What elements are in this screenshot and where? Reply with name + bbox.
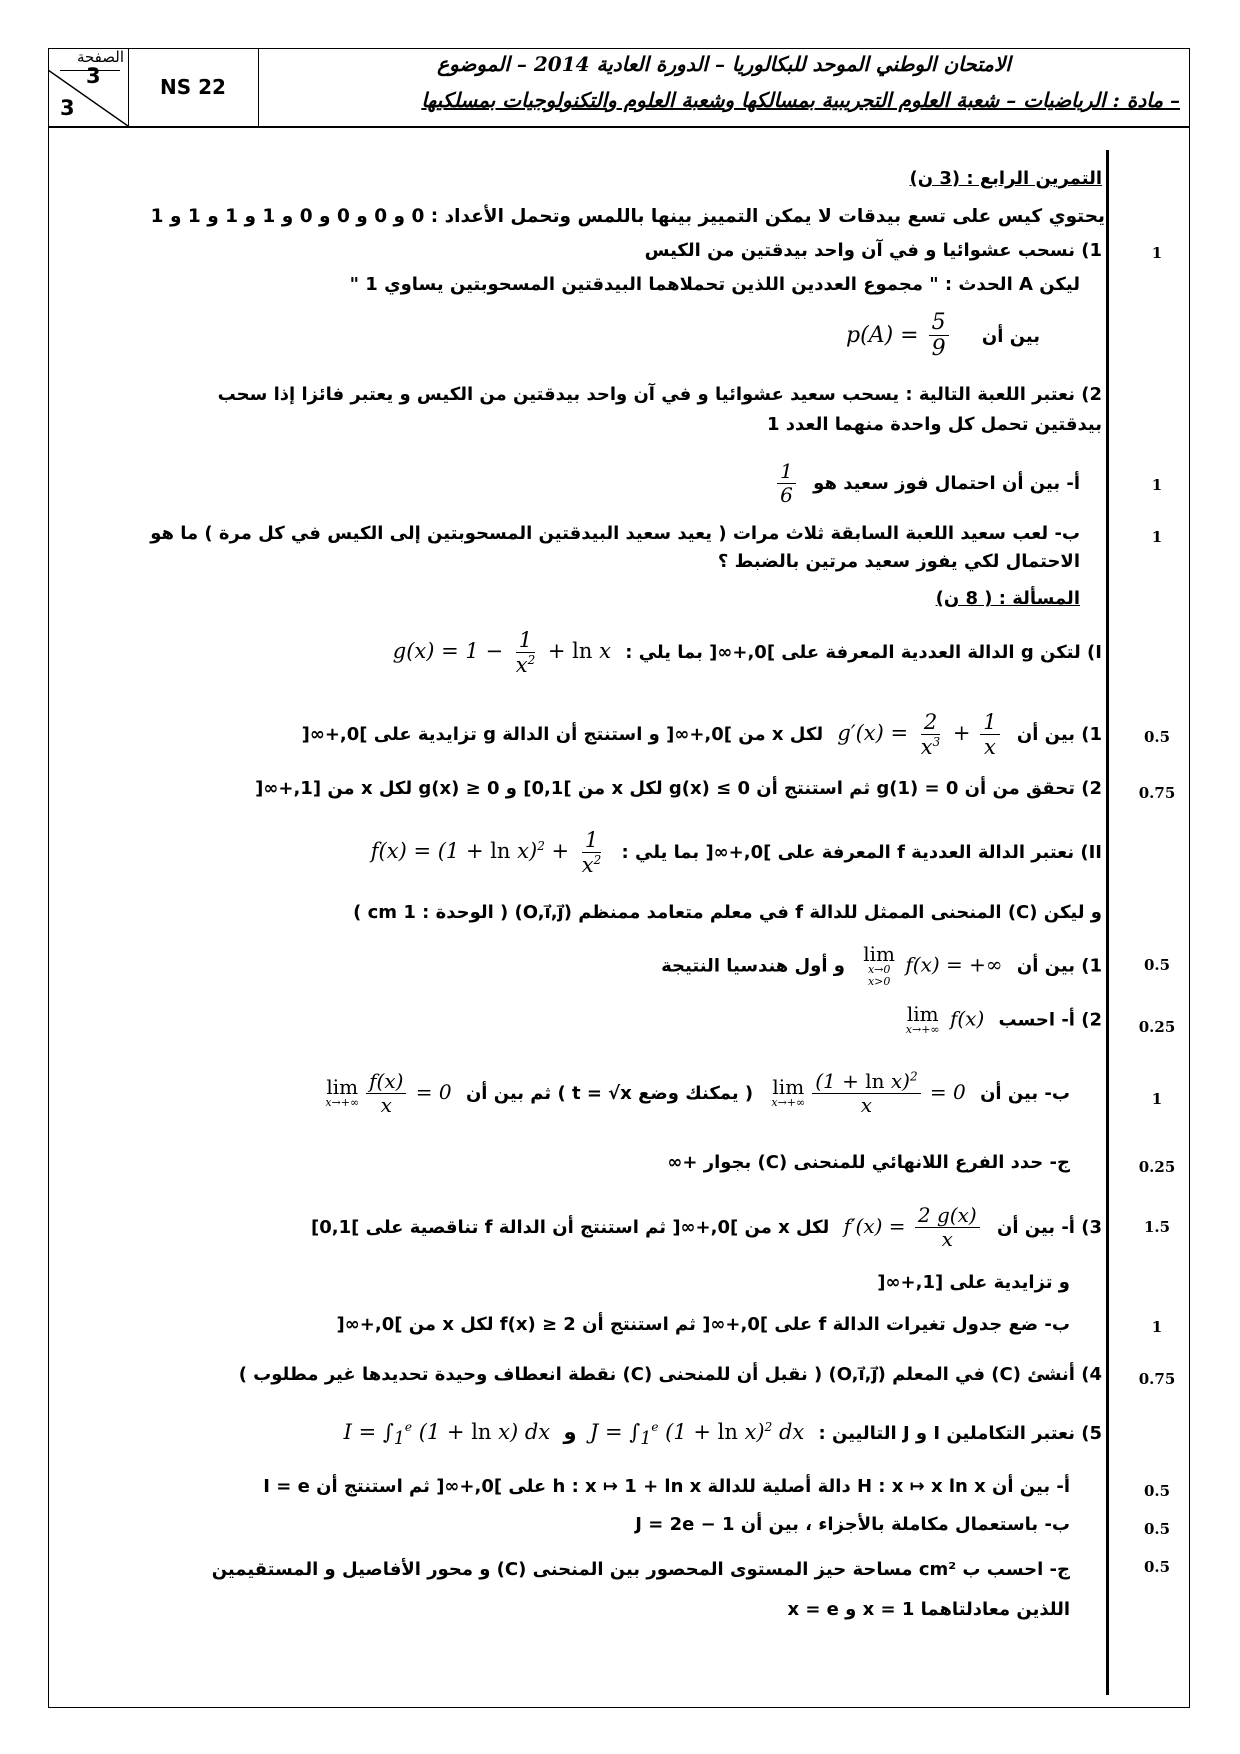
- formula-f: $f(x) = (1 + \ln x)^2$ + $\frac{1}{x^2}$: [370, 828, 602, 878]
- points-II5a: 0.5: [1143, 1482, 1171, 1500]
- problem-title: المسألة : ( 8 ن): [935, 588, 1080, 609]
- page-number-box: [48, 48, 129, 126]
- formula-integrals: $I = \int_1^e$ (1 + ln x) dx و $J = \int_1^e$ $(1 + \ln x)^2$ dx: [343, 1420, 805, 1450]
- problem-II5-label: 5) نعتبر التكاملين I و J التاليين :: [818, 1423, 1102, 1444]
- points-II5b: 0.5: [1143, 1520, 1171, 1538]
- points-II2c: 0.25: [1138, 1158, 1176, 1176]
- problem-I1: [302, 710, 1102, 759]
- page-label: الصفحة: [76, 48, 124, 66]
- exam-code: NS 22: [128, 48, 259, 126]
- formula-f-prime: f′(x) = $\frac{2 g(x)}{x}$: [844, 1204, 983, 1251]
- points-II3a: 1.5: [1143, 1218, 1171, 1236]
- formula-pA: p(A) = $\frac{5}{9}$: [846, 310, 952, 362]
- problem-I1-label: 1) بين أن: [1016, 724, 1102, 746]
- problem-II-def-label: II) نعتبر الدالة العددية f المعرفة على ]0,+∞[ بما يلي :: [621, 842, 1102, 864]
- formula-g-prime: g′(x) = $\frac{2}{x^3}$ + $\frac{1}{x}$: [837, 710, 1002, 759]
- problem-I-def-label: I) لتكن g الدالة العددية المعرفة على ]0,+∞[ بما يلي :: [625, 642, 1102, 664]
- problem-II5b: ب- باستعمال مكاملة بالأجزاء ، بين أن J = 2e − 1: [635, 1514, 1070, 1535]
- problem-II5c: ج- احسب ب cm² مساحة حيز المستوى المحصور بين المنحنى (C) و محور الأفاصيل و المستقيمين اللذين معادلتاهما x = 1 و x = e: [211, 1559, 1070, 1620]
- ex4-q2a-label: أ- بين أن احتمال فوز سعيد هو: [813, 473, 1080, 494]
- points-II1: 0.5: [1143, 956, 1171, 974]
- page-frame: [48, 48, 1190, 1708]
- problem-II1-tail: و أول هندسيا النتيجة: [661, 955, 845, 977]
- problem-II1-label: 1) بين أن: [1016, 955, 1102, 977]
- problem-II5: [344, 1420, 1102, 1449]
- points-II3b: 1: [1151, 1318, 1163, 1336]
- points-ex4-q2b: 1: [1151, 528, 1163, 546]
- page-current: 3: [86, 64, 101, 88]
- formula-lim-inf: lim x→+∞ f(x): [905, 1002, 985, 1036]
- problem-II-def: [371, 828, 1102, 877]
- ex4-q2: 2) نعتبر اللعبة التالية : يسحب سعيد عشوائيا و في آن واحد بيدقتين من الكيس و يعتبر فائزا إذا سحب بيدقتين تحمل كل واحدة منهما العدد 1: [217, 384, 1102, 435]
- exam-title: الامتحان الوطني الموحد للبكالوريا – الدورة العادية 2014 – الموضوع: [437, 52, 1011, 76]
- points-I1: 0.5: [1143, 728, 1171, 746]
- ex4-q1: 1) نسحب عشوائيا و في آن واحد بيدقتين من الكيس: [644, 240, 1102, 261]
- problem-II2b: [321, 1070, 1070, 1117]
- formula-lim-zero: lim x→0 x>0 f(x) = +∞: [863, 942, 1003, 989]
- ex4-q1-show: [846, 310, 1040, 362]
- exercise-4-intro: يحتوي كيس على تسع بيدقات لا يمكن التمييز بينها باللمس وتحمل الأعداد : 0 و 0 و 0 و 0 و 1 و 1 و 1 و 1: [150, 206, 1105, 227]
- problem-I2: 2) تحقق من أن g(1) = 0 ثم استنتج أن g(x) ≤ 0 لكل x من ]0,1] و g(x) ≥ 0 لكل x من [1,+∞[: [255, 778, 1102, 799]
- problem-II3a: [311, 1204, 1102, 1251]
- ex4-q2b: ب- لعب سعيد اللعبة السابقة ثلاث مرات ( يعيد سعيد البيدقتين المسحوبتين إلى الكيس في كل مرة ) ما هو الاحتمال لكي يفوز سعيد مرتين بالضبط ؟: [150, 523, 1080, 572]
- margin-rule: [1106, 150, 1109, 1695]
- formula-one-sixth: $\frac{1}{6}$: [774, 460, 799, 507]
- problem-II2b-lead: ب- بين أن: [980, 1083, 1070, 1104]
- points-II5c: 0.5: [1143, 1558, 1171, 1576]
- formula-lim-ratio-ln: lim x→+∞ $\frac{(1 + \ln x)^2}{x}$ = 0: [771, 1069, 966, 1117]
- problem-II4: 4) أنشئ (C) في المعلم (O,i⃗,j⃗) ( نقبل أن للمنحنى (C) نقطة انعطاف وحيدة تحديدها غير مطلوب ): [238, 1364, 1102, 1385]
- points-II2a: 0.25: [1138, 1018, 1176, 1036]
- formula-lim-ratio-f: lim x→+∞ $\frac{f(x)}{x}$ = 0: [325, 1069, 452, 1117]
- problem-II2b-mid: ( يمكنك وضع t = √x ) ثم بين أن: [465, 1083, 754, 1104]
- points-ex4-q2a: 1: [1151, 476, 1163, 494]
- ex4-q1-show-label: بين أن: [981, 325, 1040, 347]
- problem-II2a: [902, 1004, 1102, 1036]
- exam-subtitle: – مادة : الرياضيات – شعبة العلوم التجريبية بمسالكها وشعبة العلوم والتكنولوجيات بمسلكيها: [421, 88, 1180, 112]
- problem-I-def: [393, 628, 1102, 677]
- points-II4: 0.75: [1138, 1370, 1176, 1388]
- problem-II5a: أ- بين أن H : x ↦ x ln x دالة أصلية للدالة h : x ↦ 1 + ln x على ]0,+∞[ ثم استنتج أن I = e: [263, 1476, 1070, 1497]
- ex4-q2a: [774, 460, 1080, 507]
- exam-header: [48, 48, 1190, 128]
- points-ex4-q1: 1: [1151, 244, 1163, 262]
- problem-II3a-lead: 3) أ- بين أن: [996, 1217, 1102, 1238]
- problem-II2c: ج- حدد الفرع اللانهائي للمنحنى (C) بجوار +∞: [667, 1152, 1070, 1173]
- problem-II2a-label: 2) أ- احسب: [998, 1009, 1102, 1031]
- problem-II-curve: و ليكن (C) المنحنى الممثل للدالة f في معلم متعامد ممنظم (O,i⃗,j⃗) ( الوحدة : 1 cm ): [353, 902, 1102, 923]
- problem-I1-tail: لكل x من ]0,+∞[ و استنتج أن الدالة g تزايدية على ]0,+∞[: [301, 724, 824, 746]
- page-total: 3: [60, 96, 75, 120]
- points-I2: 0.75: [1138, 784, 1176, 802]
- problem-II3b: ب- ضع جدول تغيرات الدالة f على ]0,+∞[ ثم استنتج أن f(x) ≥ 2 لكل x من ]0,+∞[: [336, 1314, 1070, 1335]
- problem-II3a-tail: لكل x من ]0,+∞[ ثم استنتج أن الدالة f تناقصية على ]0,1]: [311, 1217, 830, 1238]
- points-II2b: 1: [1151, 1090, 1163, 1108]
- ex4-q1-event: ليكن A الحدث : " مجموع العددين اللذين تحملاهما البيدقتين المسحوبتين يساوي 1 ": [349, 274, 1080, 295]
- formula-g: g(x) = 1 − $\frac{1}{x^2}$ + ln x: [392, 628, 611, 678]
- exercise-4-title: التمرين الرابع : (3 ن): [909, 168, 1102, 189]
- problem-II3a-cont: و تزايدية على [1,+∞[: [877, 1272, 1070, 1293]
- problem-II1: [661, 944, 1102, 988]
